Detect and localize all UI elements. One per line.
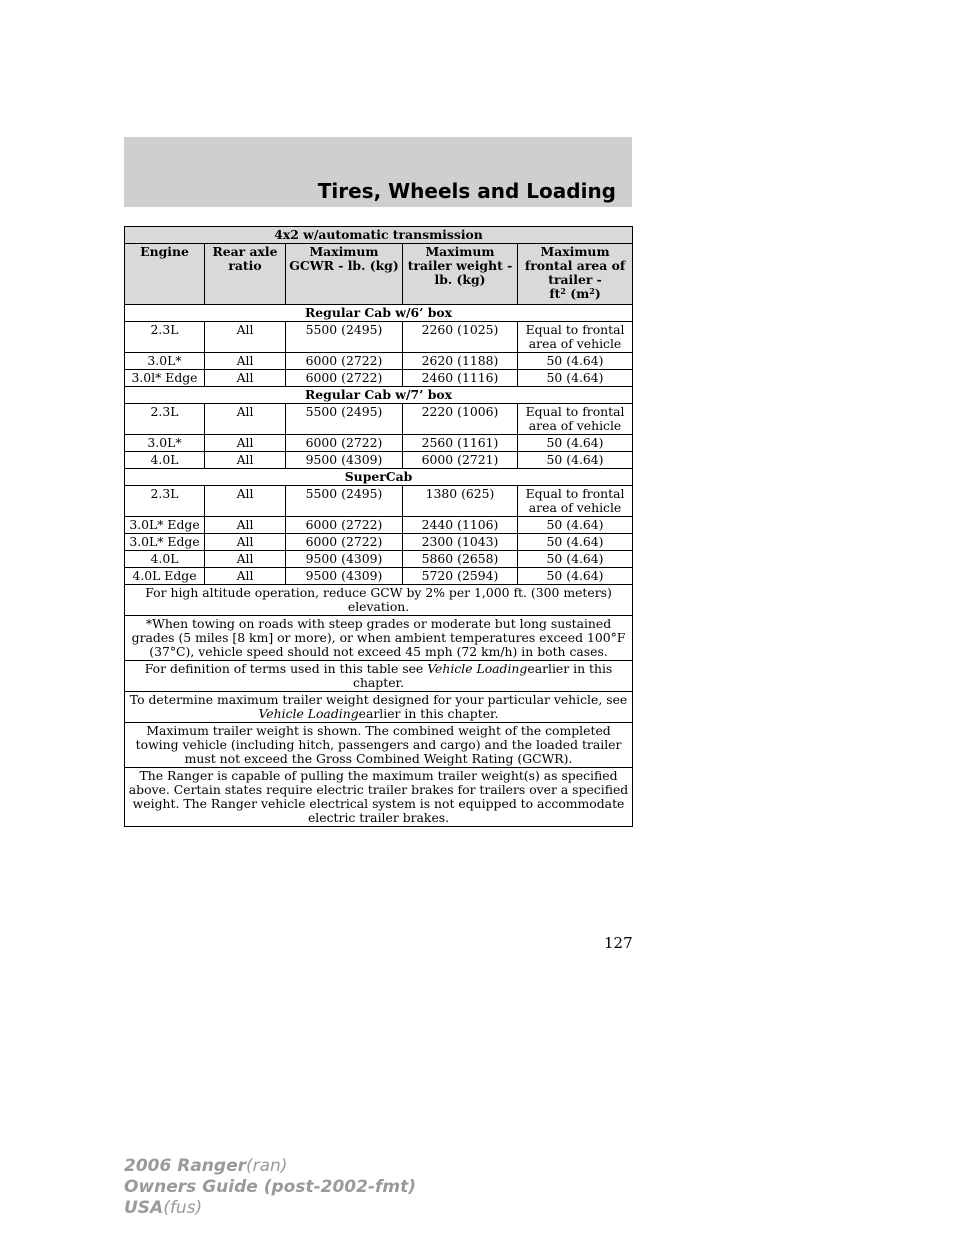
note-row [125, 585, 633, 616]
cell-engine: 4.0L Edge [125, 568, 205, 585]
cell-engine: 3.0L* Edge [125, 534, 205, 551]
cell-engine: 2.3L [125, 404, 205, 435]
col-engine: Engine [125, 244, 205, 305]
group-row [125, 469, 633, 486]
cell-axle: All [205, 568, 286, 585]
table-row [125, 486, 633, 517]
note-ranger: The Ranger is capable of pulling the maximum trailer weight(s) as specified above. Certain states require electric trailer brakes for trailers over a specified weight. The Ranger vehicle electrical system is not equipped to accommodate electric trailer brakes. [125, 768, 633, 827]
cell-axle: All [205, 486, 286, 517]
table-row [125, 517, 633, 534]
cell-frontal-area: 50 (4.64) [518, 568, 633, 585]
cell-engine: 3.0L* Edge [125, 517, 205, 534]
table-row [125, 370, 633, 387]
group-row [125, 305, 633, 322]
footer-line-1 [124, 1156, 416, 1177]
note-towing: *When towing on roads with steep grades or moderate but long sustained grades (5 miles [8 km] or more), or when ambient temperatures exceed 100°F (37°C), vehicle speed should not exceed 45 mph (72 km/h) in both cases. [125, 616, 633, 661]
footer-line-3 [124, 1198, 416, 1219]
table-row [125, 353, 633, 370]
cell-trailer-weight: 2560 (1161) [403, 435, 518, 452]
note-definition-tail: earlier in this chapter. [353, 661, 613, 690]
note-max-weight: Maximum trailer weight is shown. The combined weight of the completed towing vehicle (including hitch, passengers and cargo) and the loaded trailer must not exceed the Gross Combined Weight Rating (GCWR). [125, 723, 633, 768]
cell-gcwr: 9500 (4309) [286, 551, 403, 568]
footer [124, 1156, 416, 1219]
group-title: SuperCab [125, 469, 633, 486]
group-title: Regular Cab w/7’ box [125, 387, 633, 404]
cell-gcwr: 6000 (2722) [286, 435, 403, 452]
note-determine [125, 692, 633, 723]
cell-gcwr: 5500 (2495) [286, 404, 403, 435]
cell-frontal-area: Equal to frontal area of vehicle [518, 486, 633, 517]
note-definition-text: For definition of terms used in this table see [144, 661, 428, 676]
note-altitude: For high altitude operation, reduce GCW by 2% per 1,000 ft. (300 meters) elevation. [125, 585, 633, 616]
cell-trailer-weight: 2620 (1188) [403, 353, 518, 370]
group-row [125, 387, 633, 404]
frontal-unit-m: (m [570, 286, 590, 301]
col-max-trailer-weight: Maximum trailer weight - lb. (kg) [403, 244, 518, 305]
vehicle-loading-reference: Vehicle Loading [258, 706, 359, 721]
cell-axle: All [205, 452, 286, 469]
cell-frontal-area: Equal to frontal area of vehicle [518, 322, 633, 353]
page-number: 127 [604, 934, 633, 952]
cell-gcwr: 5500 (2495) [286, 322, 403, 353]
cell-frontal-area: 50 (4.64) [518, 452, 633, 469]
cell-frontal-area: Equal to frontal area of vehicle [518, 404, 633, 435]
note-determine-tail: earlier in this chapter. [358, 706, 499, 721]
cell-axle: All [205, 404, 286, 435]
cell-trailer-weight: 1380 (625) [403, 486, 518, 517]
table-title: 4x2 w/automatic transmission [125, 227, 633, 244]
frontal-unit-close: ) [594, 286, 601, 301]
cell-trailer-weight: 5720 (2594) [403, 568, 518, 585]
group-title: Regular Cab w/6’ box [125, 305, 633, 322]
footer-market-code: (fus) [163, 1198, 203, 1218]
section-title: Tires, Wheels and Loading [317, 179, 616, 203]
frontal-unit-exp1: 2 [560, 286, 566, 296]
col-rear-axle-ratio: Rear axle ratio [205, 244, 286, 305]
table-row [125, 534, 633, 551]
cell-gcwr: 6000 (2722) [286, 370, 403, 387]
column-header-row [125, 244, 633, 305]
cell-trailer-weight: 6000 (2721) [403, 452, 518, 469]
cell-trailer-weight: 5860 (2658) [403, 551, 518, 568]
cell-axle: All [205, 534, 286, 551]
note-row [125, 616, 633, 661]
cell-axle: All [205, 517, 286, 534]
footer-market: USA [124, 1198, 164, 1218]
table-title-row [125, 227, 633, 244]
towing-spec-table [124, 226, 633, 827]
col-max-gcwr: Maximum GCWR - lb. (kg) [286, 244, 403, 305]
col-max-frontal-area [518, 244, 633, 305]
cell-frontal-area: 50 (4.64) [518, 435, 633, 452]
table-row [125, 404, 633, 435]
cell-gcwr: 9500 (4309) [286, 568, 403, 585]
cell-axle: All [205, 370, 286, 387]
footer-guide: Owners Guide (post-2002-fmt) [124, 1177, 417, 1197]
section-header-band [124, 137, 632, 207]
table-row [125, 322, 633, 353]
cell-trailer-weight: 2440 (1106) [403, 517, 518, 534]
cell-trailer-weight: 2460 (1116) [403, 370, 518, 387]
table-row [125, 452, 633, 469]
cell-engine: 4.0L [125, 551, 205, 568]
cell-frontal-area: 50 (4.64) [518, 534, 633, 551]
note-determine-text: To determine maximum trailer weight designed for your particular vehicle, see [129, 692, 628, 707]
frontal-unit-ft: ft [549, 286, 561, 301]
cell-gcwr: 6000 (2722) [286, 517, 403, 534]
cell-trailer-weight: 2260 (1025) [403, 322, 518, 353]
cell-axle: All [205, 435, 286, 452]
cell-trailer-weight: 2220 (1006) [403, 404, 518, 435]
cell-gcwr: 5500 (2495) [286, 486, 403, 517]
table-row [125, 551, 633, 568]
vehicle-loading-reference: Vehicle Loading [427, 661, 528, 676]
cell-trailer-weight: 2300 (1043) [403, 534, 518, 551]
frontal-area-label: Maximum frontal area of trailer - [524, 244, 626, 287]
footer-line-2 [124, 1177, 416, 1198]
note-row [125, 723, 633, 768]
cell-axle: All [205, 551, 286, 568]
cell-engine: 3.0L* [125, 435, 205, 452]
cell-axle: All [205, 353, 286, 370]
note-row [125, 661, 633, 692]
cell-frontal-area: 50 (4.64) [518, 551, 633, 568]
frontal-unit-exp2: 2 [589, 286, 595, 296]
cell-engine: 4.0L [125, 452, 205, 469]
cell-gcwr: 9500 (4309) [286, 452, 403, 469]
note-row [125, 692, 633, 723]
footer-model: 2006 Ranger [124, 1156, 246, 1176]
cell-engine: 3.0L* [125, 353, 205, 370]
cell-engine: 2.3L [125, 486, 205, 517]
cell-engine: 2.3L [125, 322, 205, 353]
note-definition [125, 661, 633, 692]
cell-engine: 3.0l* Edge [125, 370, 205, 387]
table-row [125, 435, 633, 452]
cell-gcwr: 6000 (2722) [286, 534, 403, 551]
footer-model-code: (ran) [245, 1156, 288, 1176]
cell-axle: All [205, 322, 286, 353]
table-row [125, 568, 633, 585]
cell-gcwr: 6000 (2722) [286, 353, 403, 370]
cell-frontal-area: 50 (4.64) [518, 517, 633, 534]
note-row [125, 768, 633, 827]
cell-frontal-area: 50 (4.64) [518, 353, 633, 370]
cell-frontal-area: 50 (4.64) [518, 370, 633, 387]
